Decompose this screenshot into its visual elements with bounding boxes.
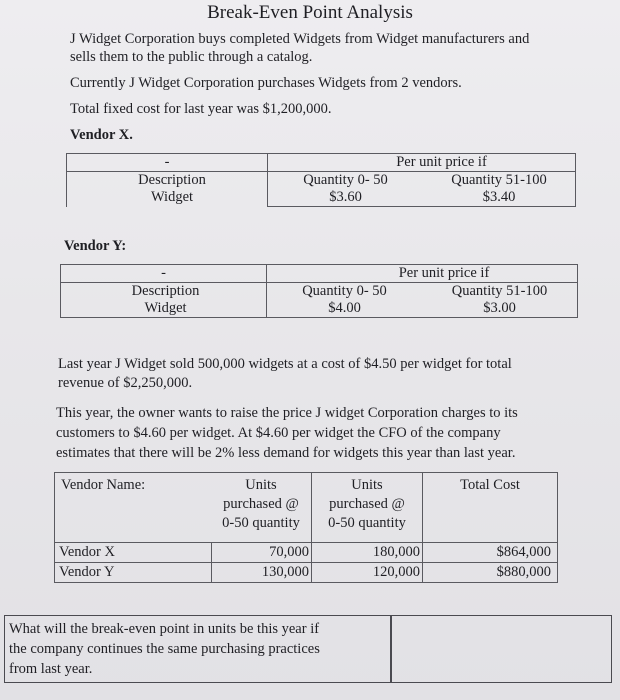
question-box	[4, 615, 392, 683]
vendor-x-col-description: Description	[138, 172, 206, 188]
vendor-x-col-q2: Quantity 51-100	[451, 172, 547, 188]
vendor-x-price-table	[66, 153, 576, 207]
vendor-x-per-unit-label: Per unit price if	[396, 154, 487, 170]
vendor-y-col-q1: Quantity 0- 50	[302, 283, 387, 299]
vendor-x-heading: Vendor X.	[70, 127, 133, 143]
vendor-y-price-q1: $4.00	[328, 300, 361, 316]
question-line-1: What will the break-even point in units be this year if	[9, 621, 320, 637]
vendor-x-col-q1: Quantity 0- 50	[303, 172, 388, 188]
vendor-y-col-description: Description	[131, 283, 200, 299]
intro-line-2: sells them to the public through a catalog.	[70, 49, 313, 65]
col-units-2-line-1: Units	[351, 477, 383, 493]
question-line-3: from last year.	[9, 661, 93, 677]
row-units-2: 180,000	[312, 543, 423, 563]
row-units-1: 70,000	[211, 543, 312, 563]
vendor-y-price-table	[60, 264, 578, 318]
purchase-table	[54, 472, 558, 583]
col-units-1	[211, 473, 312, 543]
last-year-line-1: Last year J Widget sold 500,000 widgets at a cost of $4.50 per widget for total	[58, 356, 512, 372]
intro-line-4: Total fixed cost for last year was $1,200,000.	[70, 101, 332, 117]
answer-box	[390, 615, 612, 683]
table-row	[55, 563, 558, 583]
table-row	[55, 543, 558, 563]
col-units-2-line-2: purchased @	[329, 496, 405, 512]
col-units-2	[312, 473, 423, 543]
vendor-x-price-q1: $3.60	[329, 189, 362, 205]
vendor-y-col-q2: Quantity 51-100	[451, 283, 548, 299]
col-total-cost: Total Cost	[423, 473, 558, 543]
question-line-2: the company continues the same purchasing practices	[9, 641, 320, 657]
vendor-x-price-q2: $3.40	[482, 189, 516, 205]
vendor-y-heading: Vendor Y:	[64, 238, 127, 254]
vendor-y-per-unit-label: Per unit price if	[398, 265, 490, 281]
row-total-cost: $864,000	[423, 543, 558, 563]
row-units-2: 120,000	[312, 563, 423, 583]
col-units-2-line-3: 0-50 quantity	[328, 515, 406, 531]
row-units-1: 130,000	[211, 563, 312, 583]
col-vendor-name: Vendor Name:	[55, 473, 212, 543]
col-units-1-line-3: 0-50 quantity	[222, 515, 300, 531]
last-year-line-2: revenue of $2,250,000.	[58, 375, 193, 391]
page-title: Break-Even Point Analysis	[207, 2, 413, 23]
vendor-y-price-q2: $3.00	[483, 300, 516, 316]
intro-line-3: Currently J Widget Corporation purchases Widgets from 2 vendors.	[70, 75, 462, 91]
row-vendor: Vendor X	[55, 543, 212, 563]
vendor-y-item: Widget	[144, 300, 187, 316]
col-units-1-line-1: Units	[245, 477, 277, 493]
vendor-x-dash: -	[67, 154, 268, 172]
this-year-line-2: customers to $4.60 per widget. At $4.60 per widget the CFO of the company	[56, 425, 501, 441]
col-units-1-line-2: purchased @	[223, 496, 299, 512]
row-vendor: Vendor Y	[55, 563, 212, 583]
row-total-cost: $880,000	[423, 563, 558, 583]
vendor-y-dash: -	[61, 265, 267, 283]
intro-line-1: J Widget Corporation buys completed Widgets from Widget manufacturers and	[70, 31, 530, 47]
this-year-line-3: estimates that there will be 2% less demand for widgets this year than last year.	[56, 445, 516, 461]
this-year-line-1: This year, the owner wants to raise the price J widget Corporation charges to its	[56, 405, 518, 421]
vendor-x-item: Widget	[150, 189, 194, 205]
